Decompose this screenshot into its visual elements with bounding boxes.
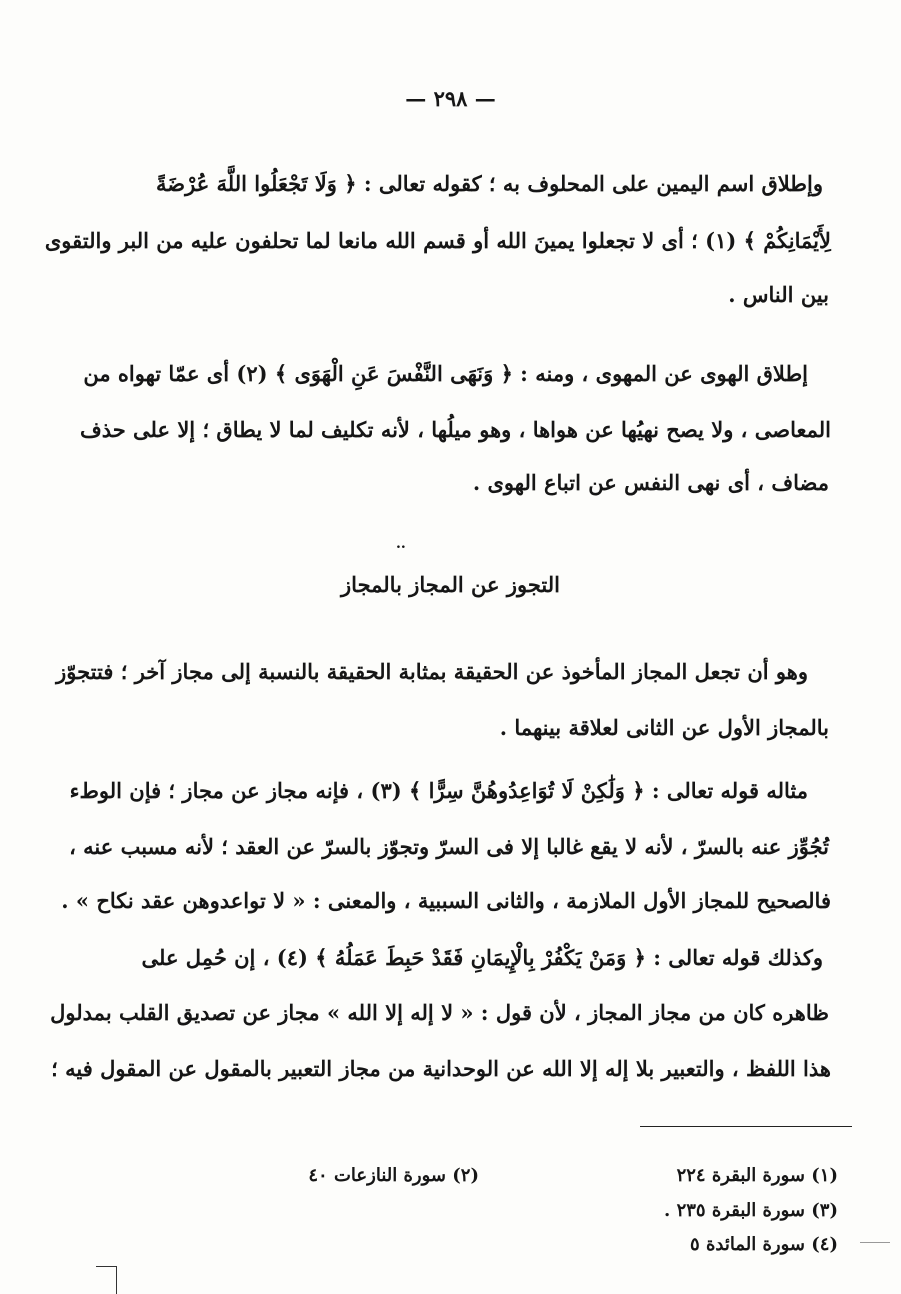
p2-line-2: المعاصى ، ولا يصح نهيُها عن هواها ، وهو ميلُها ، لأنه تكليف لما لا يطاق ؛ إلا على حذف xyxy=(79,417,831,442)
footnote-2: (٢) سورة النازعات ٤٠ xyxy=(308,1165,479,1186)
separator-dots: .. xyxy=(396,536,406,552)
p4-line-1: مثاله قوله تعالى : ﴿ وَلَٰكِنْ لَا تُوَاعِدُوهُنَّ سِرًّا ﴾ (٣) ، فإنه مجاز عن مجاز ؛ فإن الوطء xyxy=(69,778,808,803)
p1-line-1: وإطلاق اسم اليمين على المحلوف به ؛ كقوله تعالى : ﴿ وَلَا تَجْعَلُوا اللَّهَ عُرْضَةً xyxy=(156,171,823,196)
scan-mark-edge xyxy=(860,1242,890,1243)
scan-mark-vertical xyxy=(116,1266,117,1294)
p3-line-1: وهو أن تجعل المجاز المأخوذ عن الحقيقة بمثابة الحقيقة بالنسبة إلى مجاز آخر ؛ فتتجوّز xyxy=(56,659,808,684)
p5-line-1: وكذلك قوله تعالى : ﴿ وَمَنْ يَكْفُرْ بِالْإِيمَانِ فَقَدْ حَبِطَ عَمَلُهُ ﴾ (٤) ، إن حُمِل على xyxy=(141,945,823,970)
footnote-3: (٣) سورة البقرة ٢٣٥ . xyxy=(664,1200,838,1221)
p2-line-3: مضاف ، أى نهى النفس عن اتباع الهوى . xyxy=(472,470,829,495)
section-heading: التجوز عن المجاز بالمجاز xyxy=(341,572,560,597)
scan-mark-corner xyxy=(96,1266,116,1267)
p3-line-2: بالمجاز الأول عن الثانى لعلاقة بينهما . xyxy=(499,715,829,740)
p5-line-2: ظاهره كان من مجاز المجاز ، لأن قول : « لا إله إلا الله » مجاز عن تصديق القلب بمدلول xyxy=(50,1000,829,1025)
footnote-1: (١) سورة البقرة ٢٢٤ xyxy=(676,1165,838,1186)
footnote-4: (٤) سورة المائدة ٥ xyxy=(690,1234,838,1255)
p4-line-2: تُجُوِّز عنه بالسرّ ، لأنه لا يقع غالبا إلا فى السرّ وتجوّز بالسرّ عن العقد ؛ لأنه مسبب عنه ، xyxy=(69,834,829,859)
p5-line-3: هذا اللفظ ، والتعبير بلا إله إلا الله عن الوحدانية من مجاز التعبير بالمقول عن المقول فيه ؛ xyxy=(51,1056,831,1081)
p4-line-3: فالصحيح للمجاز الأول الملازمة ، والثانى السببية ، والمعنى : « لا تواعدوهن عقد نكاح » . xyxy=(61,888,831,913)
p1-line-2: لِأَيْمَانِكُمْ ﴾ (١) ؛ أى لا تجعلوا يمينَ الله أو قسم الله مانعا لما تحلفون عليه من البر والتقوى xyxy=(44,228,831,253)
p1-line-3: بين الناس . xyxy=(728,282,829,307)
p2-line-1: إطلاق الهوى عن المهوى ، ومنه : ﴿ وَنَهَى النَّفْسَ عَنِ الْهَوَى ﴾ (٢) أى عمّا تهواه من xyxy=(83,361,808,386)
page-number: — ٢٩٨ — xyxy=(405,86,496,111)
footnote-divider xyxy=(640,1126,852,1127)
